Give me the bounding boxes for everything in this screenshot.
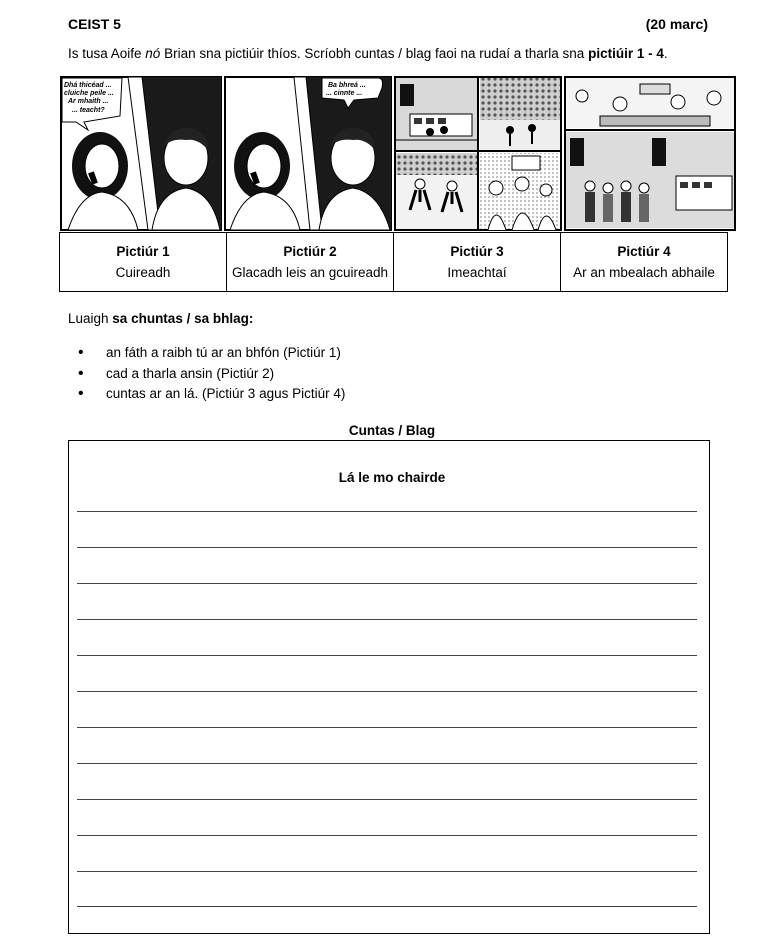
writing-line[interactable] <box>77 906 697 907</box>
picture-cell <box>561 233 728 292</box>
panel-3 <box>395 77 561 230</box>
instruction-part1: Is tusa Aoife <box>68 46 146 61</box>
bubble1-line3: Ar mhaith ... <box>68 98 109 105</box>
writing-line[interactable] <box>77 871 697 872</box>
panel-4-restaurant <box>566 78 734 128</box>
writing-line[interactable] <box>77 799 697 800</box>
bullet-list <box>78 343 345 405</box>
marks-label: (20 marc) <box>645 16 708 32</box>
mention-heading <box>68 311 253 326</box>
bubble1-line2: cluiche peile ... <box>64 90 114 97</box>
answer-box[interactable] <box>68 440 710 934</box>
writing-line[interactable] <box>77 619 697 620</box>
instruction-text <box>68 46 668 61</box>
picture-title: Pictiúr 4 <box>617 244 671 259</box>
writing-line[interactable] <box>77 511 697 512</box>
writing-line[interactable] <box>77 547 697 548</box>
writing-line[interactable] <box>77 655 697 656</box>
mention-bold: sa chuntas / sa bhlag: <box>112 311 254 326</box>
panel-3-stadium <box>480 78 560 150</box>
panel-2 <box>225 77 391 230</box>
essay-title: Lá le mo chairde <box>338 470 446 485</box>
writing-line[interactable] <box>77 763 697 764</box>
panel-1 <box>61 77 221 230</box>
instruction-italic: nó <box>145 46 161 61</box>
list-item: • cad a tharla ansin (Pictiúr 2) <box>78 364 345 385</box>
instruction-part2: Brian sna pictiúir thíos. Scríobh cuntas / blag faoi na rudaí a tharla sna <box>160 46 589 61</box>
picture-title: Pictiúr 1 <box>116 244 170 259</box>
picture-cell <box>227 233 394 292</box>
writing-line[interactable] <box>77 583 697 584</box>
picture-cell <box>60 233 227 292</box>
answer-box-label: Cuntas / Blag <box>348 423 436 438</box>
instruction-bold: pictiúir 1 - 4 <box>588 46 664 61</box>
picture-captions-table <box>59 232 728 292</box>
picture-cell <box>394 233 561 292</box>
picture-title: Pictiúr 2 <box>283 244 337 259</box>
writing-line[interactable] <box>77 691 697 692</box>
list-item: • cuntas ar an lá. (Pictiúr 3 agus Pictiúr 4) <box>78 384 345 405</box>
panel-3-match <box>396 153 477 229</box>
picture-title: Pictiúr 3 <box>450 244 504 259</box>
panel-4 <box>565 77 735 230</box>
picture-caption: Ar an mbealach abhaile <box>573 265 715 280</box>
bubble1-line1: Dhá thicéad ... <box>64 82 112 89</box>
picture-caption: Glacadh leis an gcuireadh <box>231 265 389 280</box>
question-number: CEIST 5 <box>68 16 121 32</box>
picture-caption: Imeachtaí <box>447 265 507 280</box>
bubble2-line2: ... cinnte ... <box>326 90 363 97</box>
mention-prefix: Luaigh <box>68 311 113 326</box>
writing-line[interactable] <box>77 727 697 728</box>
bubble1-line4: ... teacht? <box>72 107 105 114</box>
list-item: • an fáth a raibh tú ar an bhfón (Pictiúr 1) <box>78 343 345 364</box>
panel-4-station <box>566 132 734 228</box>
bubble2-line1: Ba bhreá ... <box>328 82 366 89</box>
writing-line[interactable] <box>77 835 697 836</box>
panel-3-fans <box>480 153 560 230</box>
instruction-end: . <box>663 46 668 61</box>
comic-strip <box>60 76 736 232</box>
picture-caption: Cuireadh <box>115 265 171 280</box>
panel-3-train <box>396 78 477 150</box>
